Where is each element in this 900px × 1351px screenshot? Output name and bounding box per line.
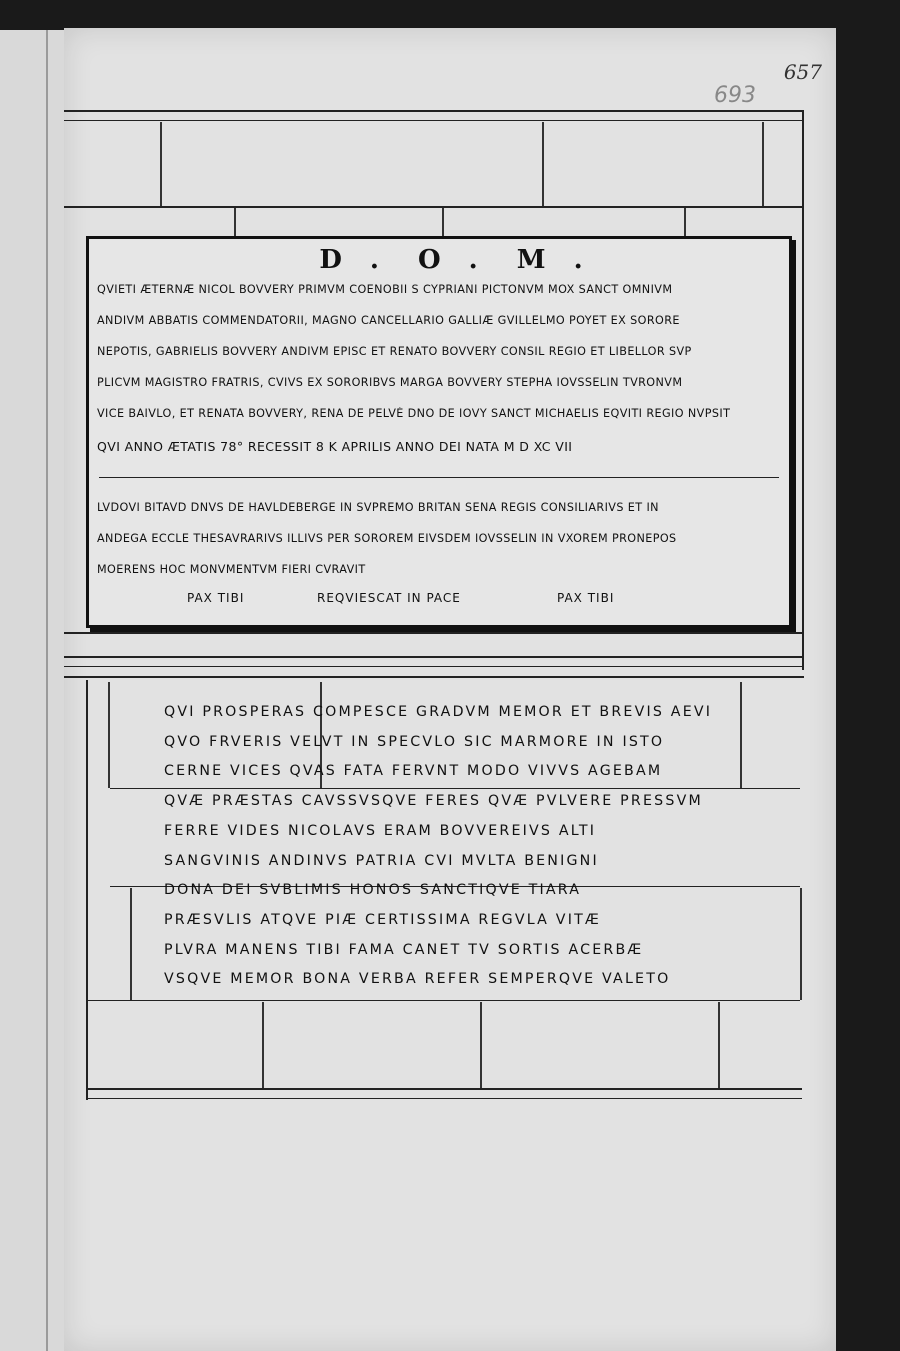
masonry-line — [64, 110, 804, 112]
brick-joint — [718, 1002, 720, 1088]
verse-line: QVO FRVERIS VELVT IN SPECVLO SIC MARMORE IN ISTO — [164, 734, 665, 750]
heading-o: O — [418, 245, 443, 275]
masonry-line — [86, 1098, 802, 1099]
inscription-line: QVI ANNO ÆTATIS 78° RECESSIT 8 K APRILIS ANNO DEI NATA M D XC VII — [97, 439, 573, 454]
brick-joint — [684, 208, 686, 238]
brick-joint — [480, 1002, 482, 1088]
inscription-line: NEPOTIS, GABRIELIS BOVVERY ANDIVM EPISC ET RENATO BOVVERY CONSIL REGIO ET LIBELLOR SVP — [97, 345, 692, 358]
brick-joint — [160, 122, 162, 206]
facing-page-fold — [46, 30, 48, 1351]
brick-joint — [108, 682, 110, 788]
pencil-page-number: 693 — [714, 83, 756, 108]
inscription-plaque — [86, 236, 792, 628]
verse-line: QVI PROSPERAS COMPESCE GRADVM MEMOR ET BREVIS AEVI — [164, 704, 713, 720]
brick-joint — [800, 888, 802, 1000]
verse-line: PRÆSVLIS ATQVE PIÆ CERTISSIMA REGVLA VITÆ — [164, 912, 601, 928]
verse-line: VSQVE MEMOR BONA VERBA REFER SEMPERQVE VALETO — [164, 971, 671, 987]
plaque-divider — [99, 477, 779, 478]
inscription-line: QVIETI ÆTERNÆ NICOL BOVVERY PRIMVM COENOBII S CYPRIANI PICTONVM MOX SANCT OMNIVM — [97, 283, 673, 296]
manuscript-page — [64, 28, 836, 1351]
inscription-line: PLICVM MAGISTRO FRATRIS, CVIVS EX SORORIBVS MARGA BOVVERY STEPHA IOVSSELIN TVRONVM — [97, 376, 683, 389]
masonry-line — [110, 788, 800, 789]
inscription-line: VICE BAIVLO, ET RENATA BOVVERY, RENA DE PELVÉ DNO DE IOVY SANCT MICHAELIS EQVITI REGIO NVPSIT — [97, 407, 731, 420]
brick-joint — [740, 682, 742, 788]
pax-center: REQVIESCAT IN PACE — [317, 591, 461, 605]
plaque-heading: D . O . M . — [319, 245, 585, 275]
inscription-line: MOERENS HOC MONVMENTVM FIERI CVRAVIT — [97, 563, 366, 576]
pax-left: PAX TIBI — [187, 591, 245, 605]
verse-line: QVÆ PRÆSTAS CAVSSVSQVE FERES QVÆ PVLVERE PRESSVM — [164, 793, 703, 809]
pax-right: PAX TIBI — [557, 591, 615, 605]
heading-m: M — [516, 245, 548, 275]
masonry-right-edge — [802, 110, 804, 670]
brick-joint — [130, 888, 132, 1000]
masonry-line — [64, 120, 804, 121]
masonry-line — [64, 676, 804, 678]
masonry-line — [86, 1088, 802, 1090]
brick-joint — [234, 208, 236, 238]
masonry-line — [64, 206, 804, 208]
heading-d: D — [319, 245, 344, 275]
verse-line: SANGVINIS ANDINVS PATRIA CVI MVLTA BENIGNI — [164, 853, 599, 869]
folio-number: 657 — [783, 60, 822, 84]
brick-joint — [262, 1002, 264, 1088]
verse-line: CERNE VICES QVAS FATA FERVNT MODO VIVVS AGEBAM — [164, 763, 663, 779]
verse-line: DONA DEI SVBLIMIS HONOS SANCTIQVE TIARA — [164, 882, 582, 898]
masonry-line — [64, 632, 804, 634]
brick-joint — [542, 122, 544, 206]
masonry-line — [64, 666, 804, 667]
brick-joint — [442, 208, 444, 238]
masonry-line — [88, 1000, 800, 1001]
verse-line: FERRE VIDES NICOLAVS ERAM BOVVEREIVS ALTI — [164, 823, 597, 839]
inscription-line: LVDOVI BITAVD DNVS DE HAVLDEBERGE IN SVPREMO BRITAN SENA REGIS CONSILIARIVS ET IN — [97, 501, 659, 514]
inscription-line: ANDIVM ABBATIS COMMENDATORII, MAGNO CANCELLARIO GALLIÆ GVILLELMO POYET EX SORORE — [97, 314, 680, 327]
masonry-line — [86, 680, 88, 1100]
verse-line: PLVRA MANENS TIBI FAMA CANET TV SORTIS ACERBÆ — [164, 942, 644, 958]
masonry-line — [64, 656, 804, 658]
brick-joint — [762, 122, 764, 206]
inscription-line: ANDEGA ECCLE THESAVRARIVS ILLIVS PER SOROREM EIVSDEM IOVSSELIN IN VXOREM PRONEPOS — [97, 532, 677, 545]
